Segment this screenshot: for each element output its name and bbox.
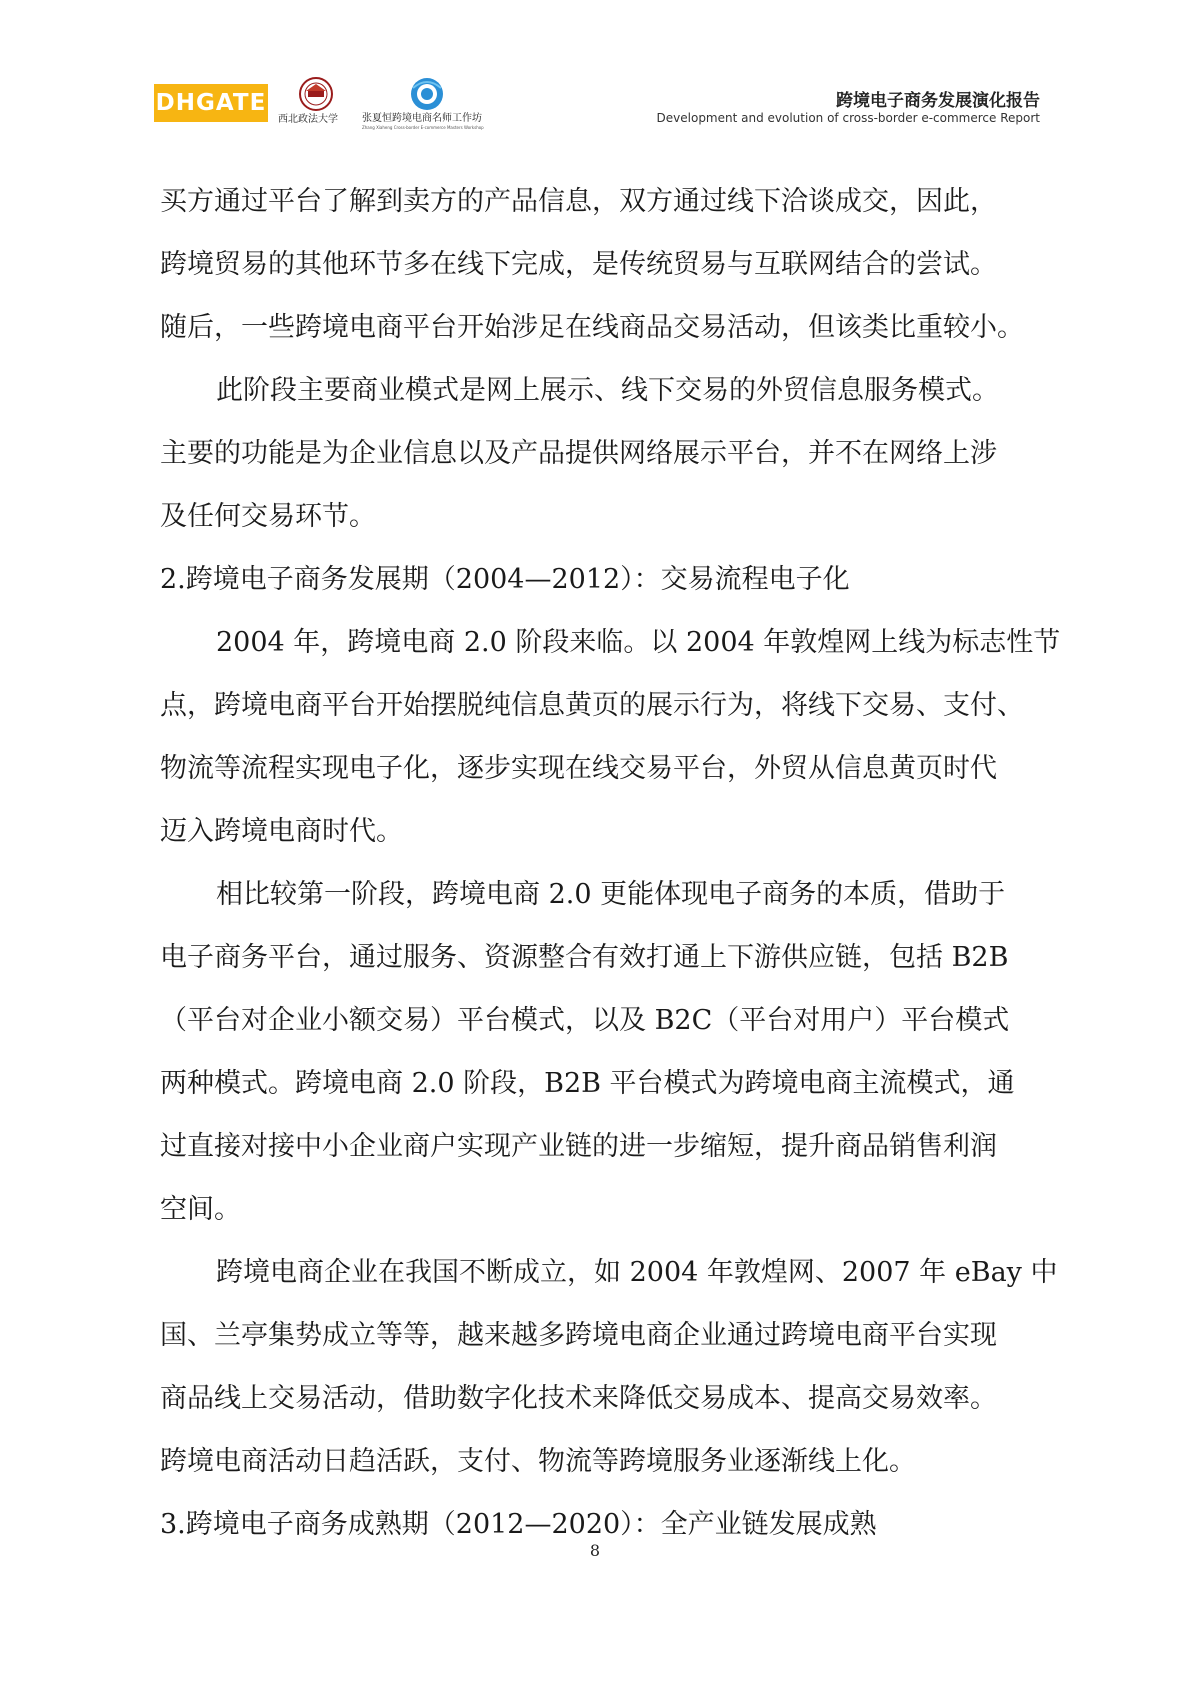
body-line: 相比较第一阶段，跨境电商 2.0 更能体现电子商务的本质，借助于 [216,879,1006,910]
body-line: 国、兰亭集势成立等等，越来越多跨境电商企业通过跨境电商平台实现 [160,1320,997,1351]
body-line: 空间。 [160,1194,241,1225]
body-line: 迈入跨境电商时代。 [160,816,403,847]
body-line: 跨境电商活动日趋活跃，支付、物流等跨境服务业逐渐线上化。 [160,1446,916,1477]
report-title: 跨境电子商务发展演化报告 [836,91,1040,111]
report-subtitle: Development and evolution of cross-border e-commerce Report [656,111,1040,125]
workshop-name: 张夏恒跨境电商名师工作坊 [362,113,482,124]
body-line: 过直接对接中小企业商户实现产业链的进一步缩短，提升商品销售利润 [160,1131,997,1162]
university-name: 西北政法大学 [278,114,338,125]
body-line: 点，跨境电商平台开始摆脱纯信息黄页的展示行为，将线下交易、支付、 [160,690,1024,721]
body-line: 主要的功能是为企业信息以及产品提供网络展示平台，并不在网络上涉 [160,438,997,469]
body-line: 此阶段主要商业模式是网上展示、线下交易的外贸信息服务模式。 [216,375,999,406]
workshop-subtitle: Zhang Xiaheng Cross-border E-commerce Masters Workshop [362,125,484,130]
workshop-globe-icon [408,76,446,112]
body-line: 2004 年，跨境电商 2.0 阶段来临。以 2004 年敦煌网上线为标志性节 [216,627,1061,658]
body-line: 商品线上交易活动，借助数字化技术来降低交易成本、提高交易效率。 [160,1383,997,1414]
body-line: 物流等流程实现电子化，逐步实现在线交易平台，外贸从信息黄页时代 [160,753,997,784]
university-emblem-icon [294,76,338,112]
body-line: 随后，一些跨境电商平台开始涉足在线商品交易活动，但该类比重较小。 [160,312,1024,343]
section-heading: 3.跨境电子商务成熟期（2012—2020）：全产业链发展成熟 [160,1509,877,1540]
body-line: 买方通过平台了解到卖方的产品信息，双方通过线下洽谈成交，因此， [160,186,997,217]
body-line: 及任何交易环节。 [160,501,376,532]
section-heading: 2.跨境电子商务发展期（2004—2012）：交易流程电子化 [160,564,850,595]
body-line: 两种模式。跨境电商 2.0 阶段，B2B 平台模式为跨境电商主流模式，通 [160,1068,1015,1099]
body-text [160,170,1061,1556]
page-number: 8 [589,1541,601,1560]
dhgate-logo: DHGATE [154,84,268,122]
body-line: 跨境贸易的其他环节多在线下完成，是传统贸易与互联网结合的尝试。 [160,249,997,280]
body-line: （平台对企业小额交易）平台模式，以及 B2C（平台对用户）平台模式 [160,1005,1010,1036]
body-line: 跨境电商企业在我国不断成立，如 2004 年敦煌网、2007 年 eBay 中 [216,1257,1058,1288]
body-line: 电子商务平台，通过服务、资源整合有效打通上下游供应链，包括 B2B [160,942,1009,973]
page-header [0,0,1190,140]
